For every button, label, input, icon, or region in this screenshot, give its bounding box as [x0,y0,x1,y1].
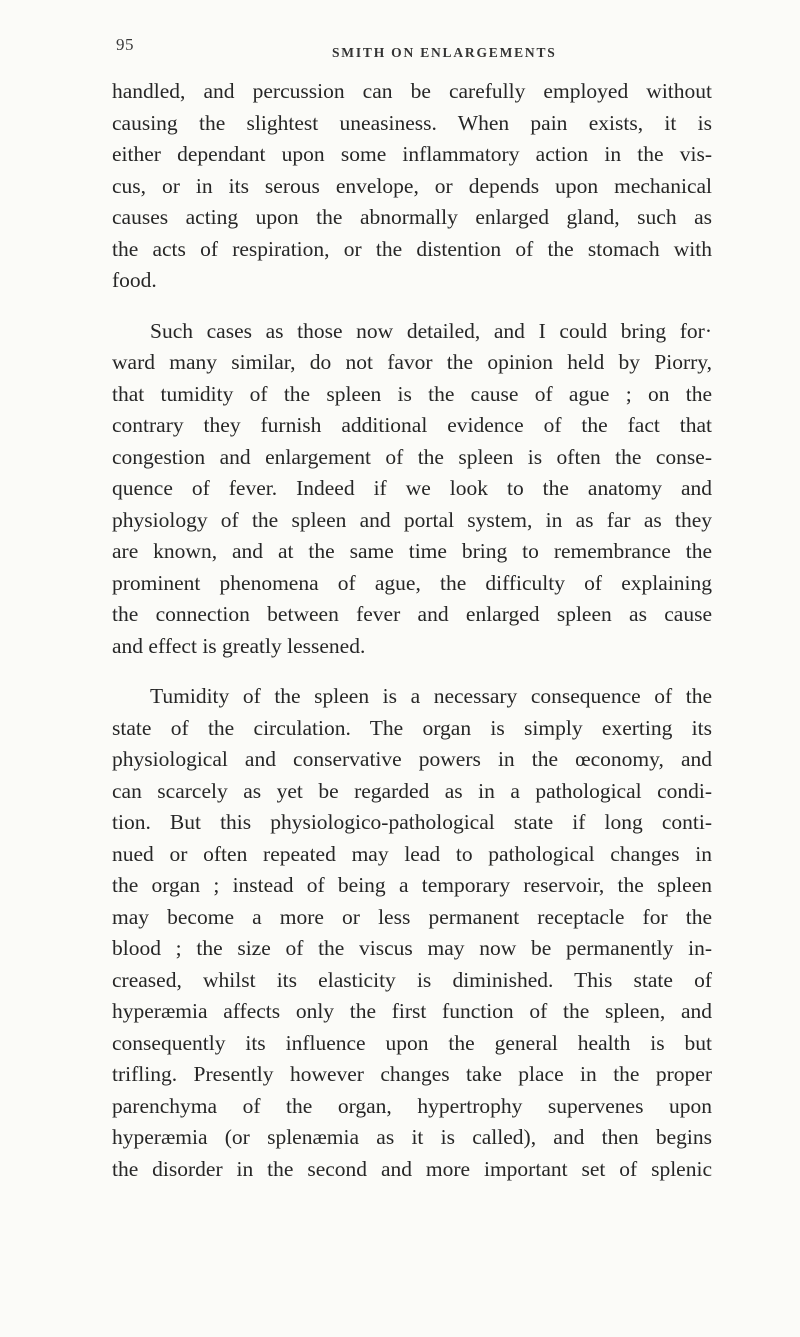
text-line: hyperæmia affects only the first function of the spleen, and [112,999,712,1023]
text-line: physiology of the spleen and portal system, in as far as they [112,507,712,532]
text-line: contrary they furnish additional evidence of the fact that [112,413,712,437]
text-line: handled, and percussion can be carefully employed without [112,79,712,103]
text-line: Such cases as those now detailed, and I could bring for· [150,318,712,343]
paragraph-gap [112,662,712,681]
text-line: parenchyma of the organ, hypertrophy supervenes upon [112,1093,712,1118]
text-line: may become a more or less permanent receptacle for the [112,904,712,929]
text-line: causing the slightest uneasiness. When pain exists, it is [112,110,712,135]
text-line: causes acting upon the abnormally enlarged gland, such as [112,205,712,229]
text-line: can scarcely as yet be regarded as in a pathological condi- [112,778,712,803]
text-line: state of the circulation. The organ is simply exerting its [112,715,712,740]
text-line: the disorder in the second and more important set of splenic [112,1156,712,1181]
text-line: and effect is greatly lessened. [112,633,366,658]
paragraph-gap [112,297,712,316]
paragraph-2 [112,316,712,663]
text-line: the acts of respiration, or the distention of the stomach with [112,236,712,261]
page-number: 95 [116,35,134,54]
text-line: are known, and at the same time bring to remembrance the [112,539,712,563]
text-line: blood ; the size of the viscus may now be permanently in- [112,936,712,960]
paragraph-1 [112,76,712,297]
text-line: cus, or in its serous envelope, or depends upon mechanical [112,173,712,198]
text-line: food. [112,268,157,292]
running-head: SMITH ON ENLARGEMENTS [332,45,557,60]
text-line: consequently its influence upon the general health is but [112,1030,712,1055]
text-line: the connection between fever and enlarged spleen as cause [112,602,712,626]
text-line: either dependant upon some inflammatory action in the vis- [112,142,712,166]
text-line: that tumidity of the spleen is the cause of ague ; on the [112,381,712,406]
text-line: physiological and conservative powers in the œconomy, and [112,747,712,771]
body-text [112,76,712,1185]
text-line: tion. But this physiologico-pathological state if long conti- [112,810,712,834]
text-line: nued or often repeated may lead to pathological changes in [112,841,712,866]
text-line: hyperæmia (or splenæmia as it is called), and then begins [112,1125,712,1149]
text-line: prominent phenomena of ague, the difficulty of explaining [112,570,712,595]
text-line: trifling. Presently however changes take place in the proper [112,1062,712,1086]
text-line: the organ ; instead of being a temporary reservoir, the spleen [112,873,712,897]
text-line: ward many similar, do not favor the opinion held by Piorry, [112,350,712,374]
text-line: quence of fever. Indeed if we look to the anatomy and [112,476,712,500]
text-line: Tumidity of the spleen is a necessary consequence of the [150,684,712,708]
text-line: congestion and enlargement of the spleen is often the conse- [112,444,712,469]
text-line: creased, whilst its elasticity is diminished. This state of [112,967,712,992]
paragraph-3 [112,681,712,1185]
